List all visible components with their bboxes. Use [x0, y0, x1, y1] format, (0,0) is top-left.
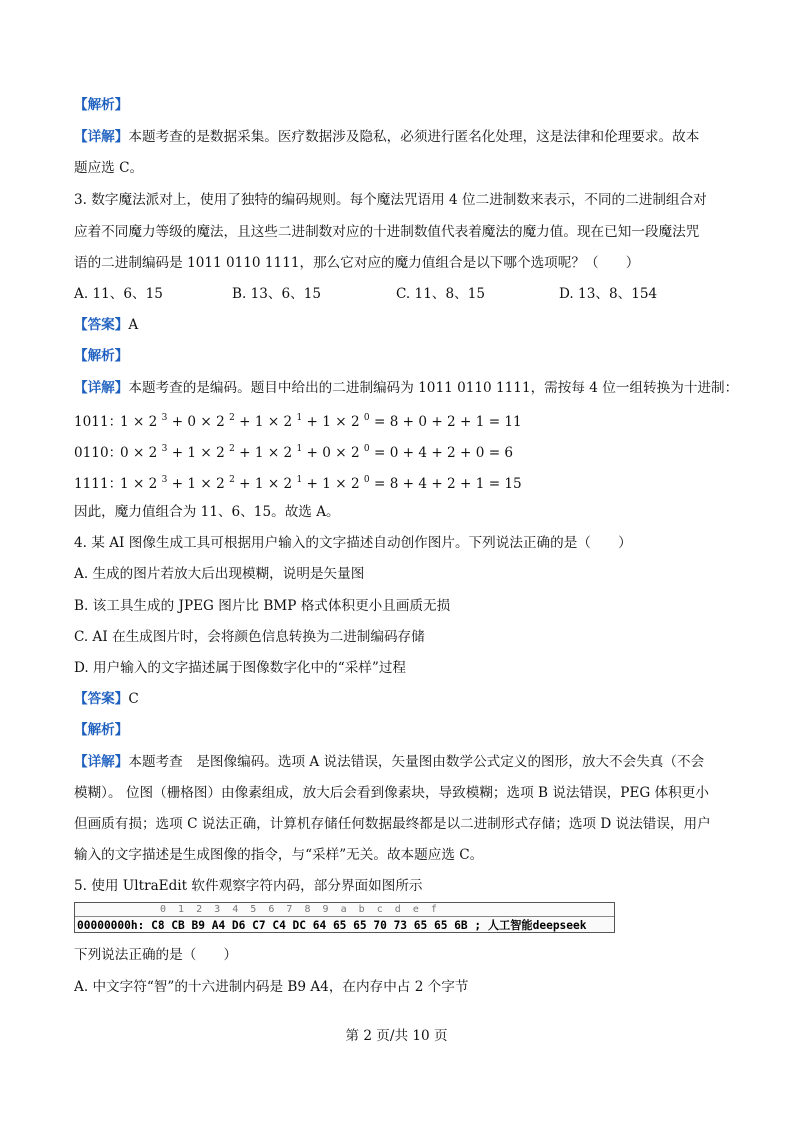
detail-paragraph: 【详解】本题考查 是图像编码。选项 A 说法错误，矢量图由数学公式定义的图形，放大不会失真（不会: [74, 754, 705, 770]
question-3-stem-cont: 应着不同魔力等级的魔法，且这些二进制数对应的十进制数值代表着魔法的魔力值。现在已知一段魔法咒: [74, 224, 700, 240]
conclusion: 因此，魔力值组合为 11、6、15。故选 A。: [74, 504, 340, 520]
calc-term: + 0 × 2: [302, 445, 364, 461]
option-d: D. 13、8、154: [559, 286, 658, 302]
detail-paragraph: 【详解】本题考查的是编码。题目中给出的二进制编码为 1011 0110 1111，需按每 4 位一组转换为十进制：: [74, 380, 739, 396]
calc-exponent: 3: [161, 413, 168, 423]
calc-label: 1111：: [74, 476, 123, 492]
analysis-heading: 【解析】: [74, 348, 129, 364]
calc-row-3: [74, 470, 733, 494]
calc-term: + 1 × 2: [302, 414, 364, 430]
page-footer: 第 2 页/共 10 页: [345, 1028, 448, 1044]
hex-column-header: 0 1 2 3 4 5 6 7 8 9 a b c d e f: [160, 904, 437, 915]
question-4-option-b: B. 该工具生成的 JPEG 图片比 BMP 格式体积更小且画质无损: [74, 598, 451, 614]
calc-exponent: 0: [363, 475, 370, 485]
calc-term: + 0 × 2: [167, 414, 230, 430]
calc-exponent: 0: [363, 413, 370, 423]
question-4-stem: 4. 某 AI 图像生成工具可根据用户输入的文字描述自动创作图片。下列说法正确的是（ ）: [74, 535, 632, 551]
calc-exponent: 2: [229, 444, 235, 454]
calc-term: + 1 × 2: [234, 476, 297, 492]
option-b: B. 13、6、15: [232, 286, 322, 302]
calc-label: 1011：: [74, 414, 123, 430]
calc-result: = 0 + 4 + 2 + 0 = 6: [369, 445, 514, 461]
detail-paragraph-cont: 输入的文字描述是生成图像的指令，与“采样”无关。故本题应选 C。: [74, 847, 484, 863]
calc-term: 1 × 2: [120, 476, 162, 492]
option-a: A. 11、6、15: [74, 286, 163, 302]
calc-exponent: 3: [161, 475, 168, 485]
question-3-stem: 3. 数字魔法派对上，使用了独特的编码规则。每个魔法咒语用 4 位二进制数来表示，不同的二进制组合对: [74, 192, 707, 208]
calc-result: = 8 + 0 + 2 + 1 = 11: [369, 414, 522, 430]
question-3-stem-end: 语的二进制编码是 1011 0110 1111，那么它对应的魔力值组合是以下哪个选项呢？（ ）: [74, 255, 640, 271]
question-5-stem: 5. 使用 UltraEdit 软件观察字符内码，部分界面如图所示: [74, 878, 423, 894]
calc-exponent: 2: [229, 475, 235, 485]
question-5-prompt: 下列说法正确的是（ ）: [74, 947, 238, 963]
calc-exponent: 0: [363, 444, 370, 454]
detail-paragraph-cont: 模糊）。 位图（栅格图）由像素组成，放大后会看到像素块，导致模糊；选项 B 说法错误，PEG 体积更小: [74, 785, 709, 801]
analysis-heading: 【解析】: [74, 722, 129, 738]
analysis-heading: 【解析】: [74, 97, 129, 113]
ultraedit-hex-view: [74, 902, 615, 933]
question-5-option-a: A. 中文字符“智”的十六进制内码是 B9 A4，在内存中占 2 个字节: [74, 979, 469, 995]
calc-exponent: 1: [296, 475, 303, 485]
calc-term: + 1 × 2: [167, 476, 230, 492]
calc-exponent: 1: [296, 444, 303, 454]
calc-label: 0110：: [74, 445, 123, 461]
calc-term: + 1 × 2: [167, 445, 230, 461]
calc-result: = 8 + 4 + 2 + 1 = 15: [369, 476, 522, 492]
answer-line: 【答案】C: [74, 691, 139, 707]
calc-term: + 1 × 2: [302, 476, 364, 492]
calc-row-2: [74, 439, 733, 463]
calc-row-1: [74, 408, 733, 432]
detail-paragraph-cont: 但画质有损；选项 C 说法正确，计算机存储任何数据最终都是以二进制形式存储；选项 D 说法错误，用户: [74, 816, 711, 832]
calc-term: + 1 × 2: [234, 414, 297, 430]
question-4-option-c: C. AI 在生成图片时，会将颜色信息转换为二进制编码存储: [74, 629, 425, 645]
calc-term: + 1 × 2: [234, 445, 297, 461]
option-c: C. 11、8、15: [396, 286, 485, 302]
detail-paragraph-cont: 题应选 C。: [74, 160, 144, 176]
hex-data-row: 00000000h: C8 CB B9 A4 D6 C7 C4 DC 64 65 65 70 73 65 65 6B ; 人工智能deepseek: [77, 919, 587, 932]
calc-exponent: 3: [161, 444, 168, 454]
answer-line: 【答案】A: [74, 317, 139, 333]
calc-term: 1 × 2: [120, 414, 162, 430]
detail-paragraph: 【详解】本题考查的是数据采集。医疗数据涉及隐私，必须进行匿名化处理，这是法律和伦理要求。故本: [74, 129, 700, 145]
question-4-option-a: A. 生成的图片若放大后出现模糊，说明是矢量图: [74, 566, 365, 582]
question-4-option-d: D. 用户输入的文字描述属于图像数字化中的“采样”过程: [74, 660, 407, 676]
calc-exponent: 2: [229, 413, 235, 423]
calc-term: 0 × 2: [120, 445, 162, 461]
calc-exponent: 1: [296, 413, 303, 423]
